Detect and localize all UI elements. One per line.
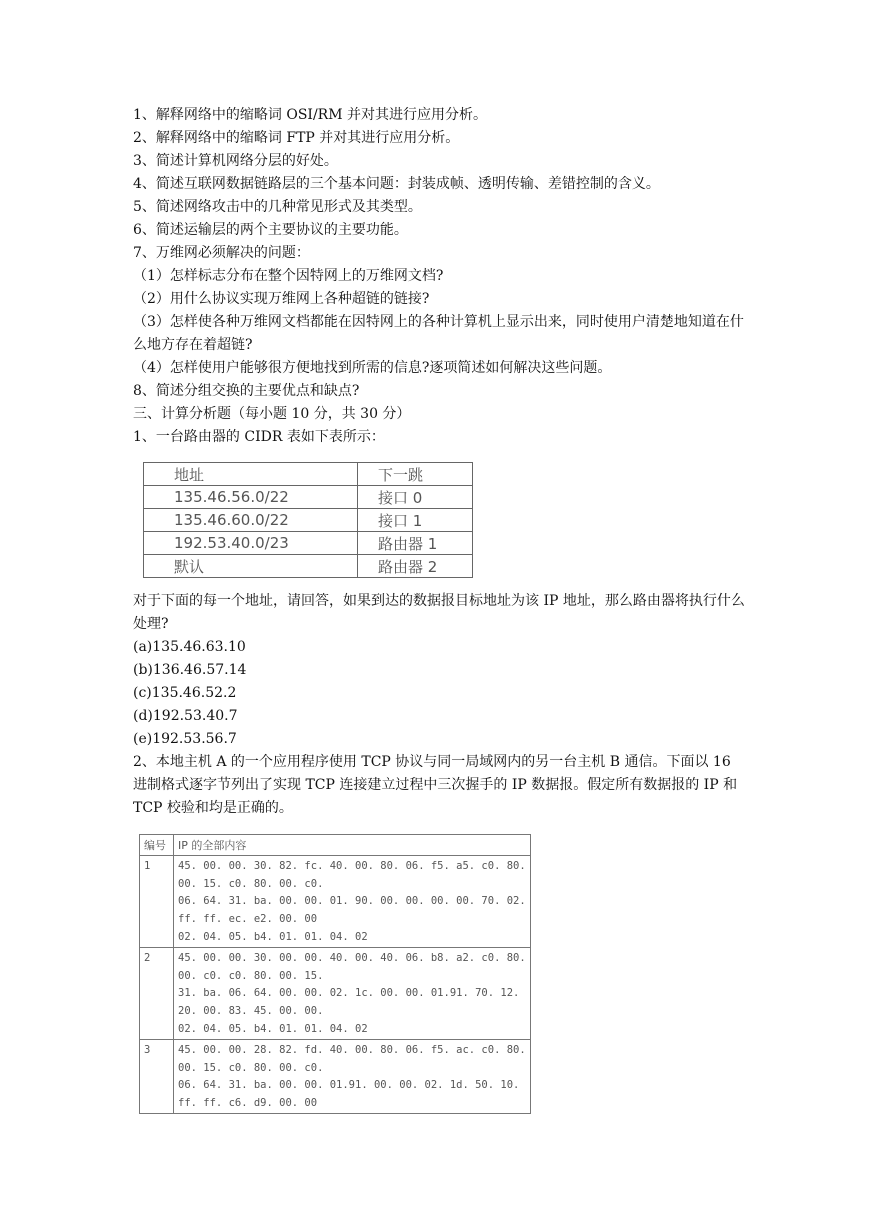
next-hop-cell: 路由器 2 [358,555,473,578]
address-list [133,636,753,751]
question-3: 3、简述计算机网络分层的好处。 [133,153,338,169]
question-2: 2、解释网络中的缩略词 FTP 并对其进行应用分析。 [133,130,460,146]
document-body [133,104,753,1114]
table-row [140,947,531,1039]
address-c: (c)135.46.52.2 [133,685,237,701]
address-a: (a)135.46.63.10 [133,639,246,655]
question-8: 8、简述分组交换的主要优点和缺点? [133,383,360,399]
table-row [140,855,531,947]
hex-line: 06. 64. 31. ba. 00. 00. 01.91. 00. 00. 02. 1d. 50. 10. [178,1079,520,1092]
calc-question-1-prompt: 对于下面的每一个地址，请回答，如果到达的数据报目标地址为该 IP 地址，那么路由器将执行什么处理? [133,593,745,632]
hex-line: 45. 00. 00. 30. 00. 00. 40. 00. 40. 06. b8. a2. c0. 80. [178,951,526,964]
hex-line: 06. 64. 31. ba. 00. 00. 01. 90. 00. 00. 00. 00. 70. 02. [178,895,526,908]
datagram-number: 1 [140,855,174,947]
table-row [140,1039,531,1113]
hex-line: 00. 15. c0. 80. 00. c0. [178,877,324,890]
cidr-table [143,462,473,578]
table-row [144,486,473,509]
table-row [144,509,473,532]
hex-line: 31. ba. 06. 64. 00. 00. 02. 1c. 00. 00. 01.91. 70. 12. [178,987,520,1000]
calc-question-2: 2、本地主机 A 的一个应用程序使用 TCP 协议与同一局域网内的另一台主机 B 通信。下面以 16 进制格式逐字节列出了实现 TCP 连接建立过程中三次握手的 IP 数据报。假定所有数据报的 IP 和 TCP 校验和均是正确的。 [133,754,738,816]
datagram-number: 3 [140,1039,174,1113]
question-4: 4、简述互联网数据链路层的三个基本问题：封装成帧、透明传输、差错控制的含义。 [133,176,660,192]
question-list [133,104,753,449]
address-e: (e)192.53.56.7 [133,731,237,747]
column-header-address: 地址 [144,463,358,486]
hex-line: 45. 00. 00. 30. 82. fc. 40. 00. 80. 06. f5. a5. c0. 80. [178,859,526,872]
next-hop-cell: 路由器 1 [358,532,473,555]
hex-line: ff. ff. c6. d9. 00. 00 [178,1097,318,1110]
question-7-item-2: （2）用什么协议实现万维网上各种超链的链接? [133,291,430,307]
hex-line: 02. 04. 05. b4. 01. 01. 04. 02 [178,930,368,943]
table-header-row [144,463,473,486]
question-7-item-4: （4）怎样使用户能够很方便地找到所需的信息?逐项简述如何解决这些问题。 [133,360,612,376]
hex-line: 00. 15. c0. 80. 00. c0. [178,1061,324,1074]
address-cell: 192.53.40.0/23 [144,532,358,555]
datagram-content [174,1039,531,1113]
calc-question-1: 1、一台路由器的 CIDR 表如下表所示： [133,429,385,445]
hex-line: ff. ff. ec. e2. 00. 00 [178,913,318,926]
address-cell: 135.46.60.0/22 [144,509,358,532]
address-cell: 135.46.56.0/22 [144,486,358,509]
next-hop-cell: 接口 0 [358,486,473,509]
address-cell: 默认 [144,555,358,578]
hex-line: 02. 04. 05. b4. 01. 01. 04. 02 [178,1022,368,1035]
question-1: 1、解释网络中的缩略词 OSI/RM 并对其进行应用分析。 [133,107,487,123]
question-5: 5、简述网络攻击中的几种常见形式及其类型。 [133,199,422,215]
hex-line: 20. 00. 83. 45. 00. 00. [178,1005,324,1018]
datagram-content [174,947,531,1039]
question-7-item-1: （1）怎样标志分布在整个因特网上的万维网文档? [133,268,444,284]
ip-datagram-table [139,834,531,1114]
column-header-number: 编号 [140,835,174,856]
column-header-next-hop: 下一跳 [358,463,473,486]
datagram-content [174,855,531,947]
address-d: (d)192.53.40.7 [133,708,238,724]
table-header-row [140,835,531,856]
hex-line: 00. c0. c0. 80. 00. 15. [178,969,324,982]
section-heading: 三、计算分析题（每小题 10 分，共 30 分） [133,406,411,422]
table-row [144,532,473,555]
datagram-number: 2 [140,947,174,1039]
table-row [144,555,473,578]
hex-line: 45. 00. 00. 28. 82. fd. 40. 00. 80. 06. f5. ac. c0. 80. [178,1043,526,1056]
address-b: (b)136.46.57.14 [133,662,247,678]
question-6: 6、简述运输层的两个主要协议的主要功能。 [133,222,408,238]
next-hop-cell: 接口 1 [358,509,473,532]
question-7-item-3: （3）怎样使各种万维网文档都能在因特网上的各种计算机上显示出来，同时使用户清楚地知道在什么地方存在着超链? [133,314,744,353]
question-7: 7、万维网必须解决的问题： [133,245,310,261]
column-header-content: IP 的全部内容 [174,835,531,856]
